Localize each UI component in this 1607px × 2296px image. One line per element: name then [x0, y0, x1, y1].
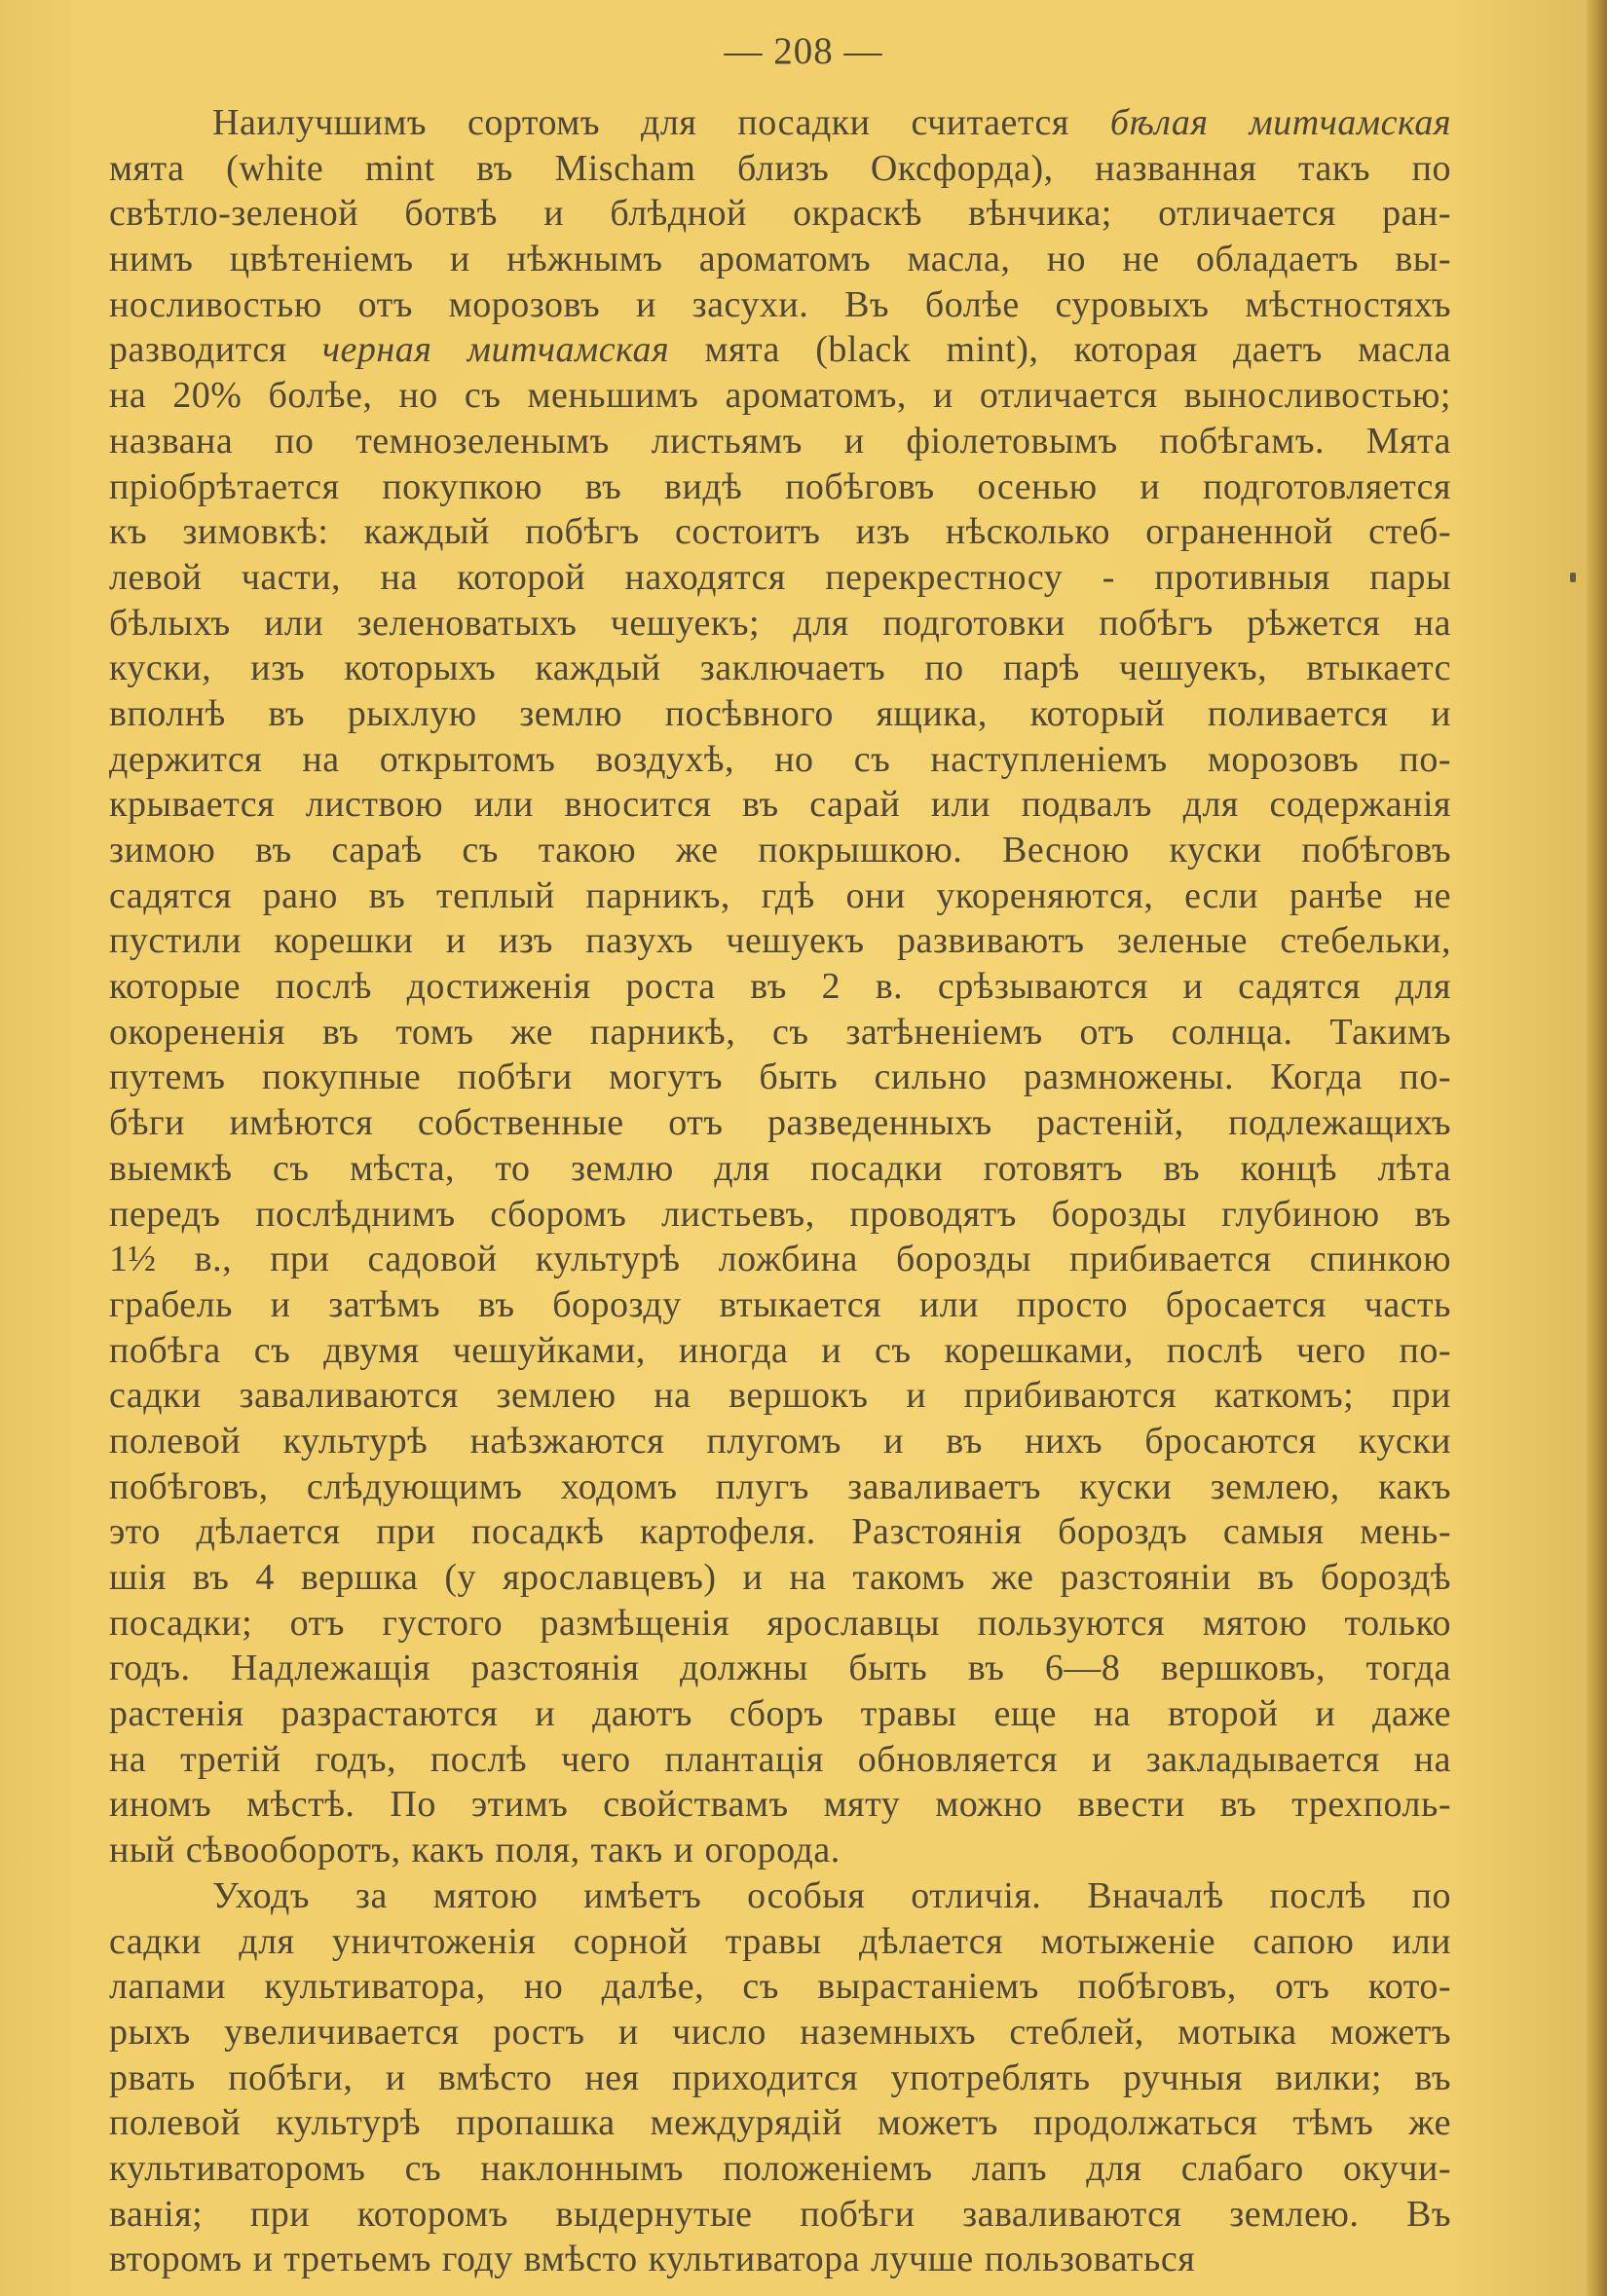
text-run: культиваторомъ съ наклоннымъ положеніемъ лапъ для слабаго окучи-	[109, 2147, 1451, 2189]
text-line	[109, 419, 1451, 464]
text-run: растенія разрастаются и даютъ сборъ травы еще на второй и даже	[109, 1693, 1451, 1735]
text-run: бѣлыхъ или зеленоватыхъ чешуекъ; для подготовки побѣгъ рѣжется на	[109, 602, 1451, 644]
text-line	[109, 1919, 1451, 1965]
text-run: нимъ цвѣтеніемъ и нѣжнымъ ароматомъ масла, но не обладаетъ вы-	[109, 239, 1451, 280]
text-line	[109, 691, 1451, 737]
text-line	[109, 1691, 1451, 1737]
margin-mark	[1570, 573, 1576, 582]
page-binding-edge	[1586, 0, 1607, 2296]
text-run: пріобрѣтается покупкою въ видѣ побѣговъ осенью и подготовляется	[109, 465, 1451, 507]
text-line	[109, 146, 1451, 192]
text-run: 1½ в., при садовой культурѣ ложбина борозды прибивается спинкою	[109, 1239, 1451, 1280]
text-run: на 20% болѣе, но съ меньшимъ ароматомъ, и отличается выносливостью;	[109, 375, 1451, 417]
text-run: къ зимовкѣ: каждый побѣгъ состоитъ изъ нѣсколько ограненной стеб-	[109, 511, 1451, 553]
text-line	[109, 1509, 1451, 1555]
text-run: шія въ 4 вершка (у ярославцевъ) и на такомъ же разстояніи въ бороздѣ	[109, 1557, 1451, 1598]
text-run: Наилучшимъ сортомъ для посадки считается	[212, 102, 1110, 143]
text-line	[109, 601, 1451, 647]
text-run: которые послѣ достиженія роста въ 2 в. срѣзываются и садятся для	[109, 966, 1451, 1008]
text-line	[109, 1237, 1451, 1282]
text-line	[109, 1100, 1451, 1146]
text-line	[109, 1964, 1451, 2010]
text-line	[109, 1464, 1451, 1510]
text-line	[109, 2055, 1451, 2101]
text-line	[109, 282, 1451, 328]
text-run: левой части, на которой находятся перекрестносу - противныя пары	[109, 556, 1451, 598]
text-run: зимою въ сараѣ съ такою же покрышкою. Весною куски побѣговъ	[109, 830, 1451, 870]
text-run: садки для уничтоженія сорной травы дѣлается мотыженіе сапою или	[109, 1920, 1451, 1962]
text-line	[109, 191, 1451, 237]
text-line	[109, 918, 1451, 964]
text-line	[109, 2100, 1451, 2146]
text-line	[109, 373, 1451, 419]
text-run: ный сѣвооборотъ, какъ поля, такъ и огорода.	[109, 1830, 841, 1871]
italic-term: черная митчамская	[321, 329, 670, 371]
text-line	[109, 2146, 1451, 2192]
text-line	[109, 1419, 1451, 1464]
text-line	[109, 1282, 1451, 1328]
text-run: разводится	[109, 329, 322, 371]
text-line	[109, 646, 1451, 691]
text-line	[109, 2237, 1451, 2282]
text-run: мята (white mint въ Mischam близъ Оксфорда), названная такъ по	[109, 147, 1451, 189]
text-run: названа по темнозеленымъ листьямъ и фіолетовымъ побѣгамъ. Мята	[109, 420, 1451, 462]
text-run: садки заваливаются землею на вершокъ и прибиваются каткомъ; при	[109, 1375, 1451, 1417]
text-run: Уходъ за мятою имѣетъ особыя отличія. Вначалѣ послѣ по	[212, 1874, 1451, 1916]
text-line	[109, 2010, 1451, 2055]
text-run: иномъ мѣстѣ. По этимъ свойствамъ мяту можно ввести въ трехполь-	[109, 1784, 1451, 1826]
text-run: посадки; отъ густого размѣщенія ярославцы пользуются мятою только	[109, 1602, 1451, 1644]
text-run: на третій годъ, послѣ чего плантація обновляется и закладывается на	[109, 1738, 1451, 1780]
text-line	[109, 1782, 1451, 1828]
text-line	[109, 1055, 1451, 1100]
text-run: годъ. Надлежащія разстоянія должны быть въ 6—8 вершковъ, тогда	[109, 1648, 1451, 1689]
text-run: бѣги имѣются собственные отъ разведенныхъ растеній, подлежащихъ	[109, 1102, 1451, 1144]
text-line	[109, 782, 1451, 828]
text-line	[109, 1010, 1451, 1055]
body-text	[109, 100, 1451, 2282]
text-run: держится на открытомъ воздухѣ, но съ наступленіемъ морозовъ по-	[109, 738, 1451, 780]
text-run: рыхъ увеличивается ростъ и число наземныхъ стеблей, мотыка можетъ	[109, 2011, 1451, 2053]
text-run: это дѣлается при посадкѣ картофеля. Разстоянія бороздъ самыя мень-	[109, 1511, 1451, 1553]
text-run: садятся рано въ теплый парникъ, гдѣ они укореняются, если ранѣе не	[109, 874, 1451, 916]
text-line	[109, 1373, 1451, 1419]
text-run: второмъ и третьемъ году вмѣсто культиватора лучше пользоваться	[109, 2239, 1196, 2280]
text-line	[109, 1555, 1451, 1601]
text-line	[109, 1828, 1451, 1873]
text-run: ванія; при которомъ выдернутые побѣги заваливаются землею. Въ	[109, 2193, 1451, 2235]
text-run: крывается листвою или вносится въ сарай или подвалъ для содержанія	[109, 784, 1451, 826]
text-run: выемкѣ съ мѣста, то землю для посадки готовятъ въ концѣ лѣта	[109, 1147, 1451, 1189]
text-line	[109, 1873, 1451, 1919]
text-line	[109, 873, 1451, 919]
text-line	[109, 1737, 1451, 1783]
text-line	[109, 1601, 1451, 1647]
text-line	[109, 237, 1451, 282]
text-run: рвать побѣги, и вмѣсто нея приходится употреблять ручныя вилки; въ	[109, 2056, 1451, 2098]
text-run: передъ послѣднимъ сборомъ листьевъ, проводятъ борозды глубиною въ	[109, 1193, 1451, 1235]
text-line	[109, 100, 1451, 146]
text-run: полевой культурѣ наѣзжаются плугомъ и въ нихъ бросаются куски	[109, 1420, 1451, 1462]
text-run: мята (black mint), которая даетъ масла	[669, 329, 1451, 371]
text-run: побѣговъ, слѣдующимъ ходомъ плугъ заваливаетъ куски землею, какъ	[109, 1465, 1451, 1507]
text-run: куски, изъ которыхъ каждый заключаетъ по парѣ чешуекъ, втыкаетс	[109, 648, 1451, 689]
text-line	[109, 509, 1451, 555]
text-line	[109, 555, 1451, 601]
page-number: — 208 —	[724, 30, 883, 72]
text-line	[109, 1646, 1451, 1691]
text-line	[109, 828, 1451, 873]
text-run: пустили корешки и изъ пазухъ чешуекъ развиваютъ зеленые стебельки,	[109, 920, 1451, 962]
text-line	[109, 737, 1451, 783]
text-run: свѣтло-зеленой ботвѣ и блѣдной окраскѣ вѣнчика; отличается ран-	[109, 193, 1451, 235]
text-line	[109, 464, 1451, 510]
text-run: носливостью отъ морозовъ и засухи. Въ болѣе суровыхъ мѣстностяхъ	[109, 283, 1451, 325]
text-line	[109, 1146, 1451, 1192]
text-run: лапами культиватора, но далѣе, съ вырастаніемъ побѣговъ, отъ кото-	[109, 1966, 1451, 2008]
italic-term: бѣлая митчамская	[1109, 102, 1451, 143]
text-line	[109, 327, 1451, 373]
text-run: грабель и затѣмъ въ борозду втыкается или просто бросается часть	[109, 1283, 1451, 1325]
text-line	[109, 1328, 1451, 1374]
text-run: вполнѣ въ рыхлую землю посѣвного ящика, который поливается и	[109, 692, 1451, 734]
text-line	[109, 2192, 1451, 2238]
text-run: побѣга съ двумя чешуйками, иногда и съ корешками, послѣ чего по-	[109, 1329, 1451, 1371]
text-line	[109, 1192, 1451, 1238]
text-line	[109, 964, 1451, 1010]
text-run: окорененія въ томъ же парникѣ, съ затѣненіемъ отъ солнца. Такимъ	[109, 1011, 1451, 1053]
text-run: полевой культурѣ пропашка междурядій можетъ продолжаться тѣмъ же	[109, 2102, 1451, 2144]
text-run: путемъ покупные побѣги могутъ быть сильно размножены. Когда по-	[109, 1056, 1451, 1098]
